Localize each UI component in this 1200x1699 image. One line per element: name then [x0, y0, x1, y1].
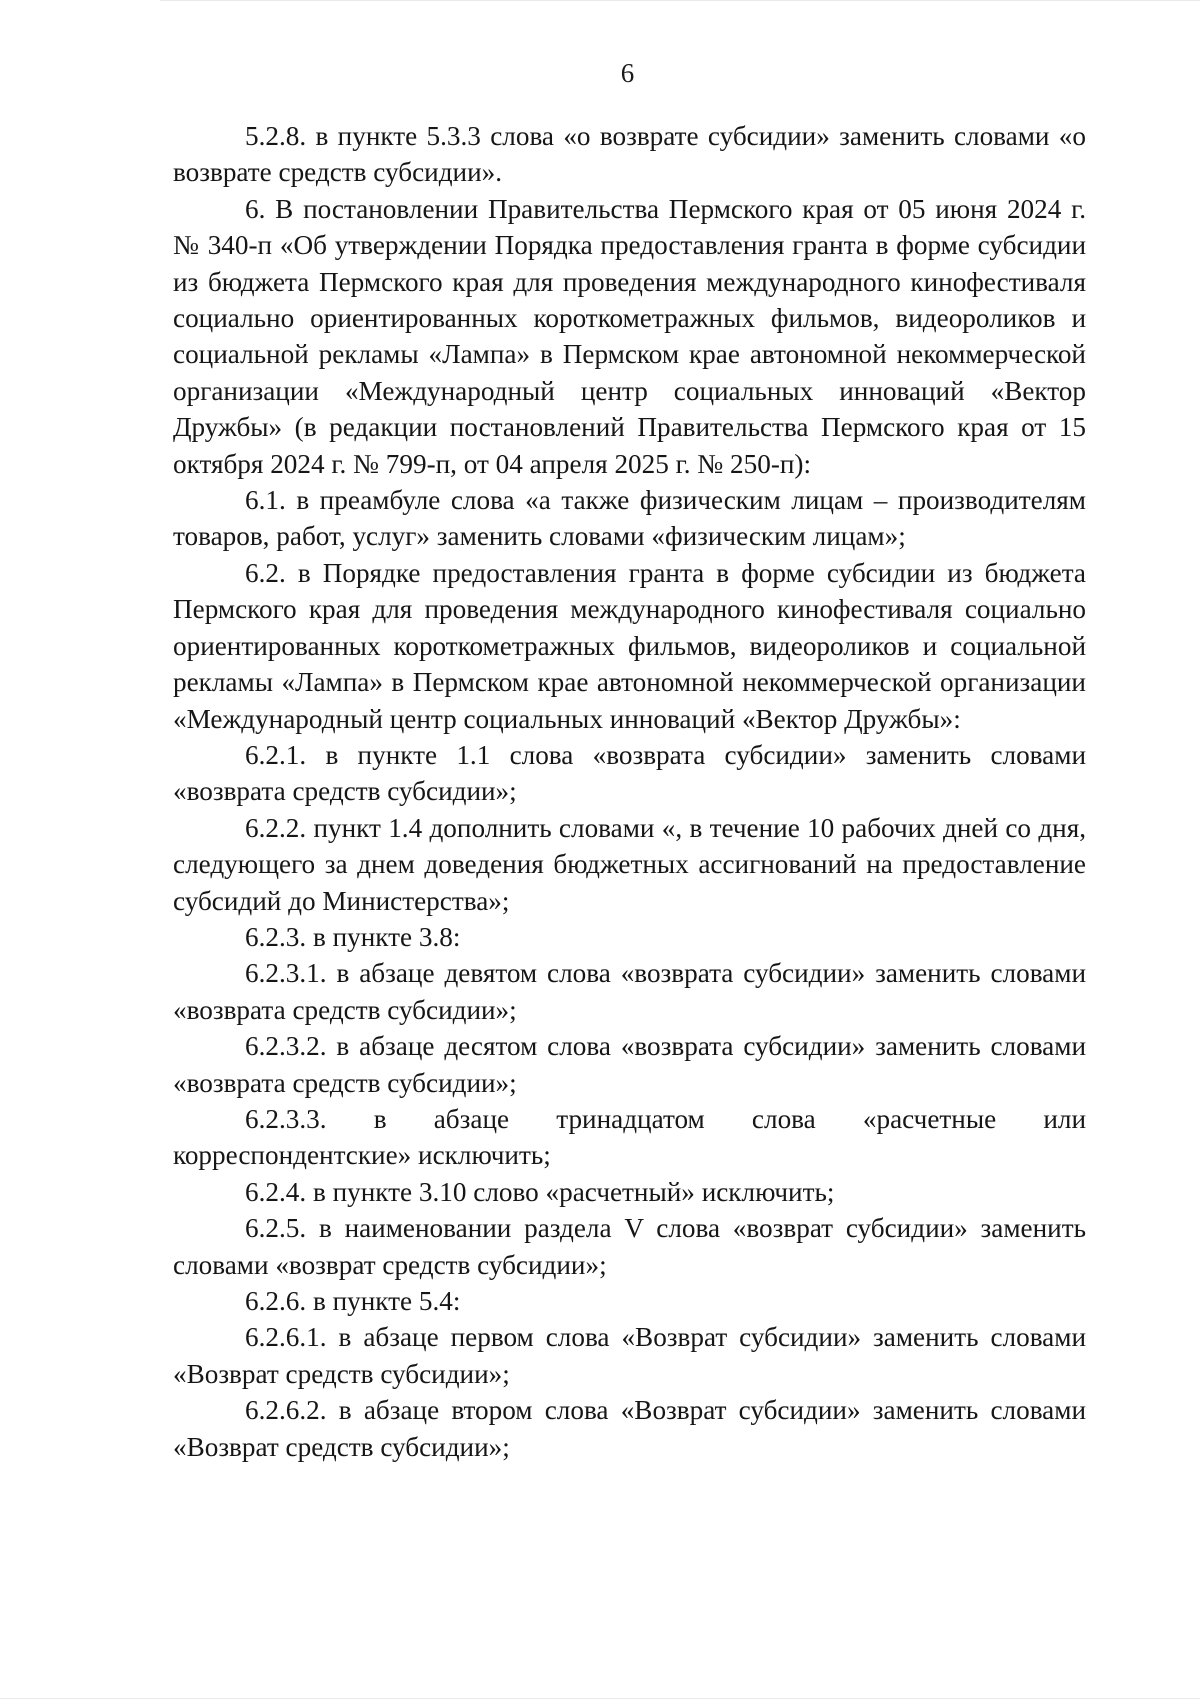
- paragraph-6-2-4: 6.2.4. в пункте 3.10 слово «расчетный» исключить;: [245, 1176, 835, 1207]
- paragraph-6-2-3-3: 6.2.3.3. в абзаце тринадцатом слова «расчетные или корреспондентские» исключить;: [173, 1103, 1086, 1171]
- paragraph-6-2-6-1: 6.2.6.1. в абзаце первом слова «Возврат субсидии» заменить словами «Возврат средств субсидии»;: [173, 1322, 1086, 1389]
- document-body: [173, 118, 1086, 1465]
- paragraph-6-1: 6.1. в преамбуле слова «а также физическим лицам – производителям товаров, работ, услуг» заменить словами «физическим лицам»;: [173, 485, 1086, 552]
- scan-top-edge: [160, 0, 1200, 1]
- paragraph-6-2-3-1: 6.2.3.1. в абзаце девятом слова «возврата субсидии» заменить словами «возврата средств субсидии»;: [173, 958, 1086, 1025]
- page-number: 6: [620, 58, 635, 88]
- paragraph-6-2-6-2: 6.2.6.2. в абзаце втором слова «Возврат субсидии» заменить словами «Возврат средств субсидии»;: [173, 1395, 1086, 1462]
- paragraph-6-2-5: 6.2.5. в наименовании раздела V слова «возврат субсидии» заменить словами «возврат средств субсидии»;: [173, 1213, 1086, 1280]
- paragraph-6-2-2: 6.2.2. пункт 1.4 дополнить словами «, в течение 10 рабочих дней со дня, следующего за днем доведения бюджетных ассигнований на предоставление субсидий до Министерства»;: [173, 812, 1086, 916]
- paragraph-6-2-3: 6.2.3. в пункте 3.8:: [245, 921, 461, 952]
- paragraph-5-2-8: 5.2.8. в пункте 5.3.3 слова «о возврате субсидии» заменить словами «о возврате средств субсидии».: [173, 121, 1086, 188]
- paragraph-6-2-6: 6.2.6. в пункте 5.4:: [245, 1286, 461, 1316]
- paragraph-6-2: 6.2. в Порядке предоставления гранта в форме субсидии из бюджета Пермского края для проведения международного кинофестиваля социально ориентированных короткометражных фильмов, видеороликов и социальной рекламы «Лампа» в Пермском крае автономной некоммерческой организации «Международный центр социальных инноваций «Вектор Дружбы»:: [173, 557, 1086, 734]
- paragraph-6: 6. В постановлении Правительства Пермского края от 05 июня 2024 г. № 340-п «Об утверждении Порядка предоставления гранта в форме субсидии из бюджета Пермского края для проведения международного кинофестиваля социально ориентированных короткометражных фильмов, видеороликов и социальной рекламы «Лампа» в Пермском крае автономной некоммерческой организации «Международный центр социальных инноваций «Вектор Дружбы» (в редакции постановлений Правительства Пермского края от 15 октября 2024 г. № 799-п, от 04 апреля 2025 г. № 250-п):: [173, 193, 1086, 479]
- paragraph-6-2-1: 6.2.1. в пункте 1.1 слова «возврата субсидии» заменить словами «возврата средств субсидии»;: [173, 739, 1086, 807]
- paragraph-6-2-3-2: 6.2.3.2. в абзаце десятом слова «возврата субсидии» заменить словами «возврата средств субсидии»;: [173, 1031, 1086, 1098]
